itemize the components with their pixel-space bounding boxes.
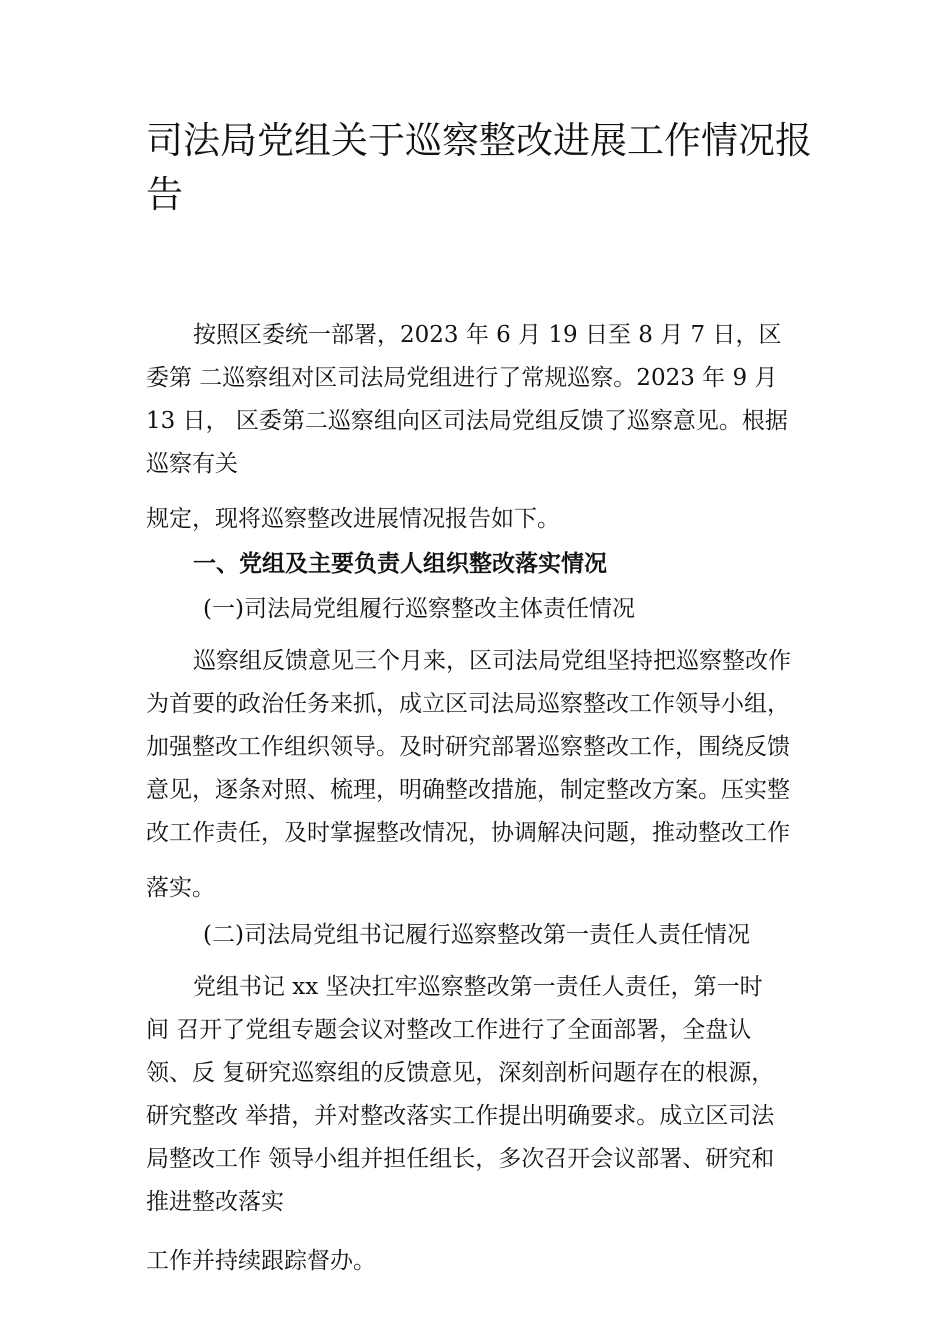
paragraph-line: 改工作责任，及时掌握整改情况，协调解决问题，推动整改工作 [146, 820, 790, 846]
paragraph-line: 推进整改落实 [146, 1189, 284, 1215]
subsection-2-paragraph [146, 966, 814, 1224]
paragraph-line: 意见，逐条对照、梳理，明确整改措施，制定整改方案。压实整 [146, 777, 790, 803]
title-line-2: 告 [146, 173, 183, 216]
paragraph-line: 领、反 复研究巡察组的反馈意见，深刻剖析问题存在的根源， [146, 1060, 775, 1086]
intro-line: 委第 二巡察组对区司法局党组进行了常规巡察。2023 年 9 月 [146, 365, 778, 391]
subsection-2-heading: (二)司法局党组书记履行巡察整改第一责任人责任情况 [203, 922, 750, 948]
subsection-1-paragraph [146, 640, 814, 855]
section-1-heading: 一、党组及主要负责人组织整改落实情况 [193, 550, 607, 577]
paragraph-line: 党组书记 xx 坚决扛牢巡察整改第一责任人责任，第一时 [193, 974, 763, 1000]
intro-line: 按照区委统一部署，2023 年 6 月 19 日至 8 月 7 日，区 [193, 322, 782, 348]
paragraph-line: 巡察组反馈意见三个月来，区司法局党组坚持把巡察整改作 [193, 648, 791, 674]
paragraph-line: 为首要的政治任务来抓，成立区司法局巡察整改工作领导小组， [146, 691, 790, 717]
intro-line: 13 日， 区委第二巡察组向区司法局党组反馈了巡察意见。根据 [146, 408, 788, 434]
paragraph-line: 研究整改 举措，并对整改落实工作提出明确要求。成立区司法 [146, 1103, 775, 1129]
subsection-1-tail: 落实。 [146, 875, 215, 901]
intro-line: 巡察有关 [146, 451, 238, 477]
title-line-1: 司法局党组关于巡察整改进展工作情况报 [146, 119, 812, 162]
intro-paragraph [146, 314, 814, 486]
paragraph-line: 局整改工作 领导小组并担任组长，多次召开会议部署、研究和 [146, 1146, 775, 1172]
subsection-1-heading: (一)司法局党组履行巡察整改主体责任情况 [203, 596, 635, 622]
paragraph-line: 间 召开了党组专题会议对整改工作进行了全面部署，全盘认 [146, 1017, 752, 1043]
subsection-2-tail: 工作并持续跟踪督办。 [146, 1248, 376, 1274]
document-title [146, 116, 826, 220]
paragraph-line: 加强整改工作组织领导。及时研究部署巡察整改工作，围绕反馈 [146, 734, 790, 760]
intro-tail: 规定，现将巡察整改进展情况报告如下。 [146, 506, 560, 532]
